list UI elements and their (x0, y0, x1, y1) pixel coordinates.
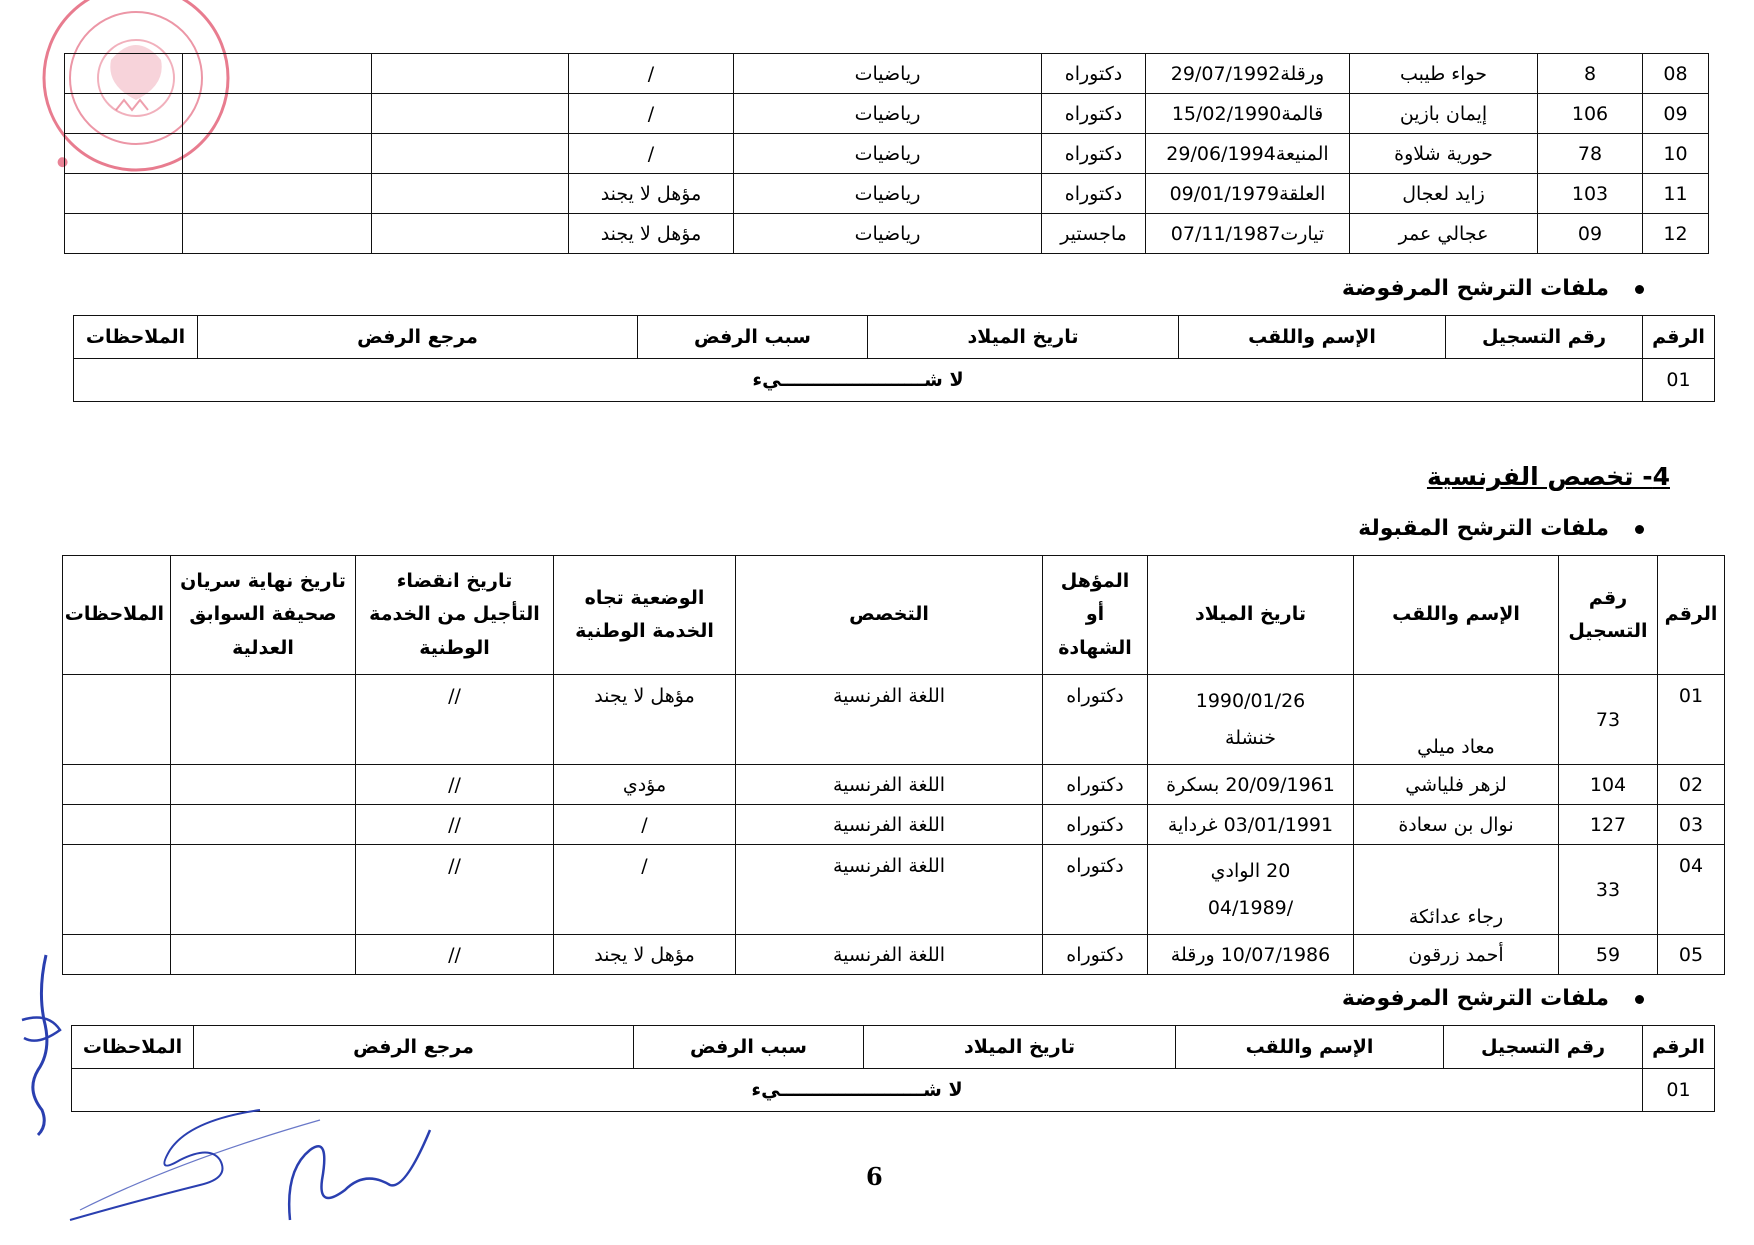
header-reason: سبب الرفض (634, 1026, 864, 1069)
cell-record (183, 214, 372, 254)
rejected-heading-text: ملفات الترشح المرفوضة (1341, 986, 1609, 1011)
header-name: الإسم واللقب (1179, 316, 1446, 359)
cell-birth: العلقة09/01/1979 (1146, 174, 1350, 214)
header-name: الإسم واللقب (1354, 556, 1559, 675)
cell-status: مؤهل لا يجند (554, 675, 736, 765)
accepted-heading-text: ملفات الترشح المقبولة (1358, 516, 1609, 541)
cell-birth: ورقلة29/07/1992 (1146, 54, 1350, 94)
cell-degree: دكتوراه (1042, 94, 1146, 134)
cell-deferral (372, 54, 569, 94)
header-reg: رقم التسجيل (1446, 316, 1643, 359)
header-no: الرقم (1658, 556, 1725, 675)
cell-reg: 106 (1538, 94, 1643, 134)
cell-no: 01 (1643, 1069, 1715, 1112)
cell-no: 10 (1643, 134, 1709, 174)
header-no: الرقم (1643, 316, 1715, 359)
cell-name: حورية شلاوة (1350, 134, 1538, 174)
cell-deferral: // (356, 805, 554, 845)
header-status: الوضعية تجاه الخدمة الوطنية (554, 556, 736, 675)
math-rejected-table (73, 315, 1715, 402)
cell-spec: اللغة الفرنسية (736, 935, 1043, 975)
cell-birth: 03/01/1991 غرداية (1148, 805, 1354, 845)
cell-status: / (569, 134, 734, 174)
cell-notes (63, 675, 171, 765)
cell-notes (63, 935, 171, 975)
cell-notes (65, 54, 183, 94)
header-notes: الملاحظات (72, 1026, 194, 1069)
cell-deferral (372, 134, 569, 174)
header-reg: رقم التسجيل (1444, 1026, 1643, 1069)
cell-status: / (554, 805, 736, 845)
cell-degree: دكتوراه (1042, 134, 1146, 174)
cell-status: مؤدي (554, 765, 736, 805)
cell-birth (1148, 845, 1354, 935)
cell-notes (63, 845, 171, 935)
cell-status: / (554, 845, 736, 935)
cell-degree: دكتوراه (1043, 805, 1148, 845)
cell-status: مؤهل لا يجند (569, 214, 734, 254)
page-number: 6 (866, 1162, 883, 1191)
cell-nothing: لا شــــــــــــــــــــــيء (74, 359, 1643, 402)
cell-birth: المنيعة29/06/1994 (1146, 134, 1350, 174)
table-row (65, 54, 1709, 94)
rejected-heading-french (1342, 986, 1644, 1011)
cell-name: رجاء عدائكة (1354, 845, 1559, 935)
table-header-row (63, 556, 1725, 675)
cell-spec: اللغة الفرنسية (736, 675, 1043, 765)
table-row (63, 805, 1725, 845)
cell-deferral (372, 214, 569, 254)
rejected-heading-math (1342, 276, 1644, 301)
cell-degree: دكتوراه (1042, 54, 1146, 94)
cell-birth: 10/07/1986 ورقلة (1148, 935, 1354, 975)
table-row (63, 765, 1725, 805)
header-spec: التخصص (736, 556, 1043, 675)
cell-no: 09 (1643, 94, 1709, 134)
math-accepted-table (64, 53, 1709, 254)
cell-name: معاد ميلي (1354, 675, 1559, 765)
cell-deferral: // (356, 935, 554, 975)
cell-no: 01 (1658, 675, 1725, 765)
cell-notes (65, 94, 183, 134)
cell-birth: تيارت07/11/1987 (1146, 214, 1350, 254)
french-accepted-table (62, 555, 1725, 975)
header-reason: سبب الرفض (638, 316, 868, 359)
cell-reg: 59 (1559, 935, 1658, 975)
cell-no: 02 (1658, 765, 1725, 805)
cell-spec: اللغة الفرنسية (736, 845, 1043, 935)
cell-no: 11 (1643, 174, 1709, 214)
cell-degree: ماجستير (1042, 214, 1146, 254)
cell-name: إيمان بازين (1350, 94, 1538, 134)
table-row (65, 174, 1709, 214)
cell-status: مؤهل لا يجند (554, 935, 736, 975)
table-row (65, 134, 1709, 174)
cell-notes (65, 214, 183, 254)
header-ref: مرجع الرفض (198, 316, 638, 359)
accepted-heading-french (1358, 516, 1644, 541)
header-deferral: تاريخ انقضاء التأجيل من الخدمة الوطنية (356, 556, 554, 675)
birth-date-part2: /04/1989 (1207, 896, 1294, 919)
cell-status: / (569, 54, 734, 94)
cell-deferral (372, 94, 569, 134)
cell-birth: 20/09/1961 بسكرة (1148, 765, 1354, 805)
cell-deferral (372, 174, 569, 214)
cell-name: لزهر فلياشي (1354, 765, 1559, 805)
table-row (63, 845, 1725, 935)
table-row (65, 214, 1709, 254)
cell-degree: دكتوراه (1043, 675, 1148, 765)
header-degree: المؤهل أو الشهادة (1043, 556, 1148, 675)
cell-name: أحمد زرقون (1354, 935, 1559, 975)
cell-record (183, 174, 372, 214)
header-reg: رقم التسجيل (1559, 556, 1658, 675)
table-header-row (72, 1026, 1715, 1069)
cell-spec: رياضيات (734, 54, 1042, 94)
table-row (63, 675, 1725, 765)
cell-name: عجالي عمر (1350, 214, 1538, 254)
header-notes: الملاحظات (74, 316, 198, 359)
section-title: 4- تخصص الفرنسية (1426, 462, 1670, 491)
cell-reg: 8 (1538, 54, 1643, 94)
cell-record (171, 935, 356, 975)
cell-record (171, 675, 356, 765)
cell-no: 01 (1643, 359, 1715, 402)
cell-name: نوال بن سعادة (1354, 805, 1559, 845)
cell-reg: 127 (1559, 805, 1658, 845)
cell-status: مؤهل لا يجند (569, 174, 734, 214)
header-birth: تاريخ الميلاد (1148, 556, 1354, 675)
header-birth: تاريخ الميلاد (868, 316, 1179, 359)
cell-notes (65, 174, 183, 214)
birth-place: خنشلة (1225, 726, 1276, 749)
cell-deferral: // (356, 675, 554, 765)
header-no: الرقم (1643, 1026, 1715, 1069)
bullet-icon (1635, 525, 1644, 534)
cell-no: 03 (1658, 805, 1725, 845)
cell-record (171, 805, 356, 845)
cell-record (183, 54, 372, 94)
cell-spec: اللغة الفرنسية (736, 765, 1043, 805)
cell-degree: دكتوراه (1042, 174, 1146, 214)
cell-reg: 33 (1559, 845, 1658, 935)
cell-notes (65, 134, 183, 174)
cell-reg: 103 (1538, 174, 1643, 214)
cell-degree: دكتوراه (1043, 765, 1148, 805)
header-notes: الملاحظات (63, 556, 171, 675)
cell-deferral: // (356, 765, 554, 805)
table-row (65, 94, 1709, 134)
cell-no: 08 (1643, 54, 1709, 94)
cell-birth (1148, 675, 1354, 765)
header-record: تاريخ نهاية سريان صحيفة السوابق العدلية (171, 556, 356, 675)
cell-reg: 78 (1538, 134, 1643, 174)
cell-record (183, 134, 372, 174)
cell-name: زايد لعجال (1350, 174, 1538, 214)
svg-text:●: ● (55, 153, 70, 171)
table-row (63, 935, 1725, 975)
cell-spec: رياضيات (734, 94, 1042, 134)
cell-name: حواء طيبب (1350, 54, 1538, 94)
cell-degree: دكتوراه (1043, 935, 1148, 975)
cell-reg: 104 (1559, 765, 1658, 805)
table-row (74, 359, 1715, 402)
cell-notes (63, 805, 171, 845)
signature-left-margin (8, 950, 68, 1145)
cell-notes (63, 765, 171, 805)
cell-nothing: لا شــــــــــــــــــــــيء (72, 1069, 1643, 1112)
cell-record (171, 765, 356, 805)
cell-spec: اللغة الفرنسية (736, 805, 1043, 845)
rejected-heading-text: ملفات الترشح المرفوضة (1341, 276, 1609, 301)
cell-no: 05 (1658, 935, 1725, 975)
cell-reg: 73 (1559, 675, 1658, 765)
bullet-icon (1635, 285, 1644, 294)
bullet-icon (1635, 995, 1644, 1004)
signature-bottom (60, 1090, 440, 1245)
cell-no: 04 (1658, 845, 1725, 935)
header-ref: مرجع الرفض (194, 1026, 634, 1069)
cell-no: 12 (1643, 214, 1709, 254)
cell-record (171, 845, 356, 935)
cell-degree: دكتوراه (1043, 845, 1148, 935)
cell-reg: 09 (1538, 214, 1643, 254)
cell-spec: رياضيات (734, 214, 1042, 254)
cell-record (183, 94, 372, 134)
header-birth: تاريخ الميلاد (864, 1026, 1176, 1069)
cell-birth: قالمة15/02/1990 (1146, 94, 1350, 134)
cell-status: / (569, 94, 734, 134)
cell-spec: رياضيات (734, 134, 1042, 174)
cell-deferral: // (356, 845, 554, 935)
header-name: الإسم واللقب (1176, 1026, 1444, 1069)
birth-date-part1: 20 الوادي (1210, 860, 1291, 883)
cell-spec: رياضيات (734, 174, 1042, 214)
birth-date: 1990/01/26 (1195, 690, 1306, 713)
table-header-row (74, 316, 1715, 359)
